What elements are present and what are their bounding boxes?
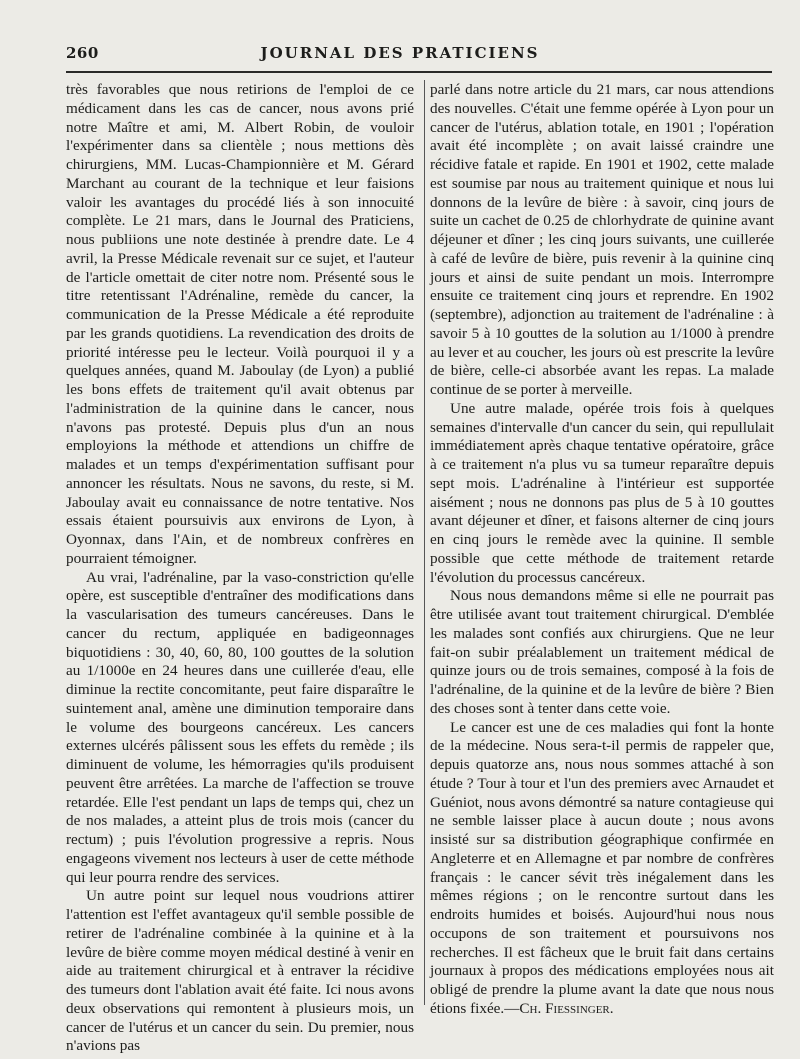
right-column	[430, 81, 774, 1019]
left-column	[66, 81, 414, 1056]
paragraph: Une autre malade, opérée trois fois à quelques semaines d'intervalle d'un cancer du sein, qui repullulait immédiatement après chaque tentative opératoire, grâce à ce traitement n'a plus vu sa tumeur reparaître depuis sept mois. L'adrénaline à l'intérieur est supportée aisément ; nous ne donnons pas plus de 5 à 10 gouttes avant déjeuner et dîner, et faisons alterner de cinq jours en cinq jours le remède avec la quinine. Il semble possible que cette méthode de traitement retarde l'évolution du processus cancéreux.	[430, 399, 774, 586]
page-number: 260	[66, 44, 99, 62]
paragraph: parlé dans notre article du 21 mars, car nous attendions des nouvelles. C'était une femme opérée à Lyon pour un cancer de l'utérus, ablation totale, en 1901 ; l'opération avait été incomplète ; on avait laissé craindre une récidive fatale et rapide. En 1901 et 1902, cette malade est soumise par nous au traitement quinique et nous lui donnons de la levûre de bière : à savoir, cinq jours de suite un cachet de 0.25 de chlorhydrate de quinine avant déjeuner et dîner ; les cinq jours suivants, une cuillerée à café de levûre de bière, puis revenir à la quinine cinq jours et ainsi de suite pendant un mois. Interrompre ensuite ce traitement cinq jours et reprendre. En 1902 (septembre), adjonction au traitement de l'adrénaline : à savoir 5 à 10 gouttes de la solution au 1/1000 à prendre au lever et au coucher, les jours où est prescrite la levûre de bière, celle-ci absorbée avant les repas. La malade continue de se porter à merveille.	[430, 81, 774, 398]
paragraph: très favorables que nous retirions de l'emploi de ce médicament dans les cas de cancer, nous avons prié notre Maître et ami, M. Albert Robin, de vouloir l'expérimenter dans sa clientèle ; nous mettions dès chirurgiens, MM. Lucas-Championnière et M. Gérard Marchant au courant de la technique et leur faisions valoir les avantages du procédé liés à son innocuité complète. Le 21 mars, dans le Journal des Praticiens, nous publiions une note destinée à prendre date. Le 4 avril, la Presse Médicale revenait sur ce sujet, et l'auteur de l'article omettait de citer notre nom. Présenté sous le titre retentissant l'Adrénaline, remède du cancer, la communication de la Presse Médicale a été reproduite par les grands quotidiens. La revendication des droits de priorité intéresse peu le lecteur. Voilà pourquoi il y a quelques années, quand M. Jaboulay (de Lyon) a publié les bons effets de traitement qu'il avait obtenus par l'administration de la quinine dans le cancer, nous n'avons pas protesté. Depuis plus d'un an nous employions la méthode et attendions un chiffre de malades et un temps d'expérimentation suffisant pour annoncer les résultats. Nous ne savons, du reste, si M. Jaboulay avait eu connaissance de notre tentative. Nos essais étaient poursuivis aux environs de Lyon, à Oyonnax, dans l'Ain, et de nombreux confrères en pourraient témoigner.	[66, 81, 414, 567]
header-rule	[66, 71, 772, 73]
paragraph	[430, 719, 774, 1019]
paragraph: Au vrai, l'adrénaline, par la vaso-constriction qu'elle opère, est susceptible d'entraîner des modifications dans la vascularisation des tumeurs cancéreuses. Dans le cancer du rectum, appliquée en badigeonnages biquotidiens : 30, 40, 60, 80, 100 gouttes de la solution au 1/1000e en 24 heures dans une cuillerée d'eau, elle diminue la rectite concomitante, peut faire disparaître le suintement anal, amène une diminution temporaire dans le volume des bourgeons cancéreux. Les cancers externes ulcérés pâlissent sous les effets du remède ; ils diminuent de volume, les hémorragies qu'ils produisent peuvent être arrêtées. La marche de l'affection se trouve retardée. Elle l'est pendant un laps de temps qui, chez un de nos malades, a atteint plus de trois mois (cancer du rectum) ; puis l'évolution progressive a repris. Nous engageons vivement nos lecteurs à user de cette méthode qui leur pourra rendre des services.	[66, 568, 414, 886]
paragraph: Nous nous demandons même si elle ne pourrait pas être utilisée avant tout traitement chirurgical. D'emblée les malades sont confiés aux chirurgiens. Que ne leur fait-on subir préalablement un traitement médical de quinze jours ou de trois semaines, composé à la fois de l'adrénaline, de la quinine et de la levûre de bière ? Bien des choses sont à tenter dans cette voie.	[430, 587, 774, 717]
column-divider	[424, 80, 425, 1005]
page-header	[30, 44, 770, 66]
author-signature: —Ch. Fiessinger.	[504, 999, 614, 1017]
paragraph: Un autre point sur lequel nous voudrions attirer l'attention est l'effet avantageux qu'il semble possible de retirer de l'adrénaline combinée à la quinine et à la levûre de bière comme moyen médical destiné à venir en aide au traitement chirurgical et à entraver la récidive des tumeurs dont l'ablation avait été faite. Ici nous avons deux observations qui remontent à plusieurs mois, un cancer de l'utérus et un cancer du sein. Du premier, nous n'avions pas	[66, 887, 414, 1055]
journal-title: JOURNAL DES PRATICIENS	[260, 44, 540, 62]
paragraph-text: Le cancer est une de ces maladies qui font la honte de la médecine. Nous sera-t-il permis de rappeler que, depuis quatorze ans, nous nous sommes attaché à son étude ? Tour à tour et l'un des premiers avec Arnaudet et Guéniot, nous avons démontré sa nature contagieuse qui ne semble laisser place à aucun doute ; nous avons insisté sur sa distribution géographique confirmée en Angleterre et en Allemagne et par nombre de confrères français : le cancer sévit très inégalement dans les mêmes régions ; on le rencontre surtout dans les endroits humides et boisés. Aujourd'hui nous nous occupons de son traitement et poursuivons nos recherches. Il est fâcheux que le bruit fait dans certains journaux à propos des médications employées nous ait obligé de prendre la plume avant la date que nous nous étions fixée.	[430, 718, 774, 1017]
